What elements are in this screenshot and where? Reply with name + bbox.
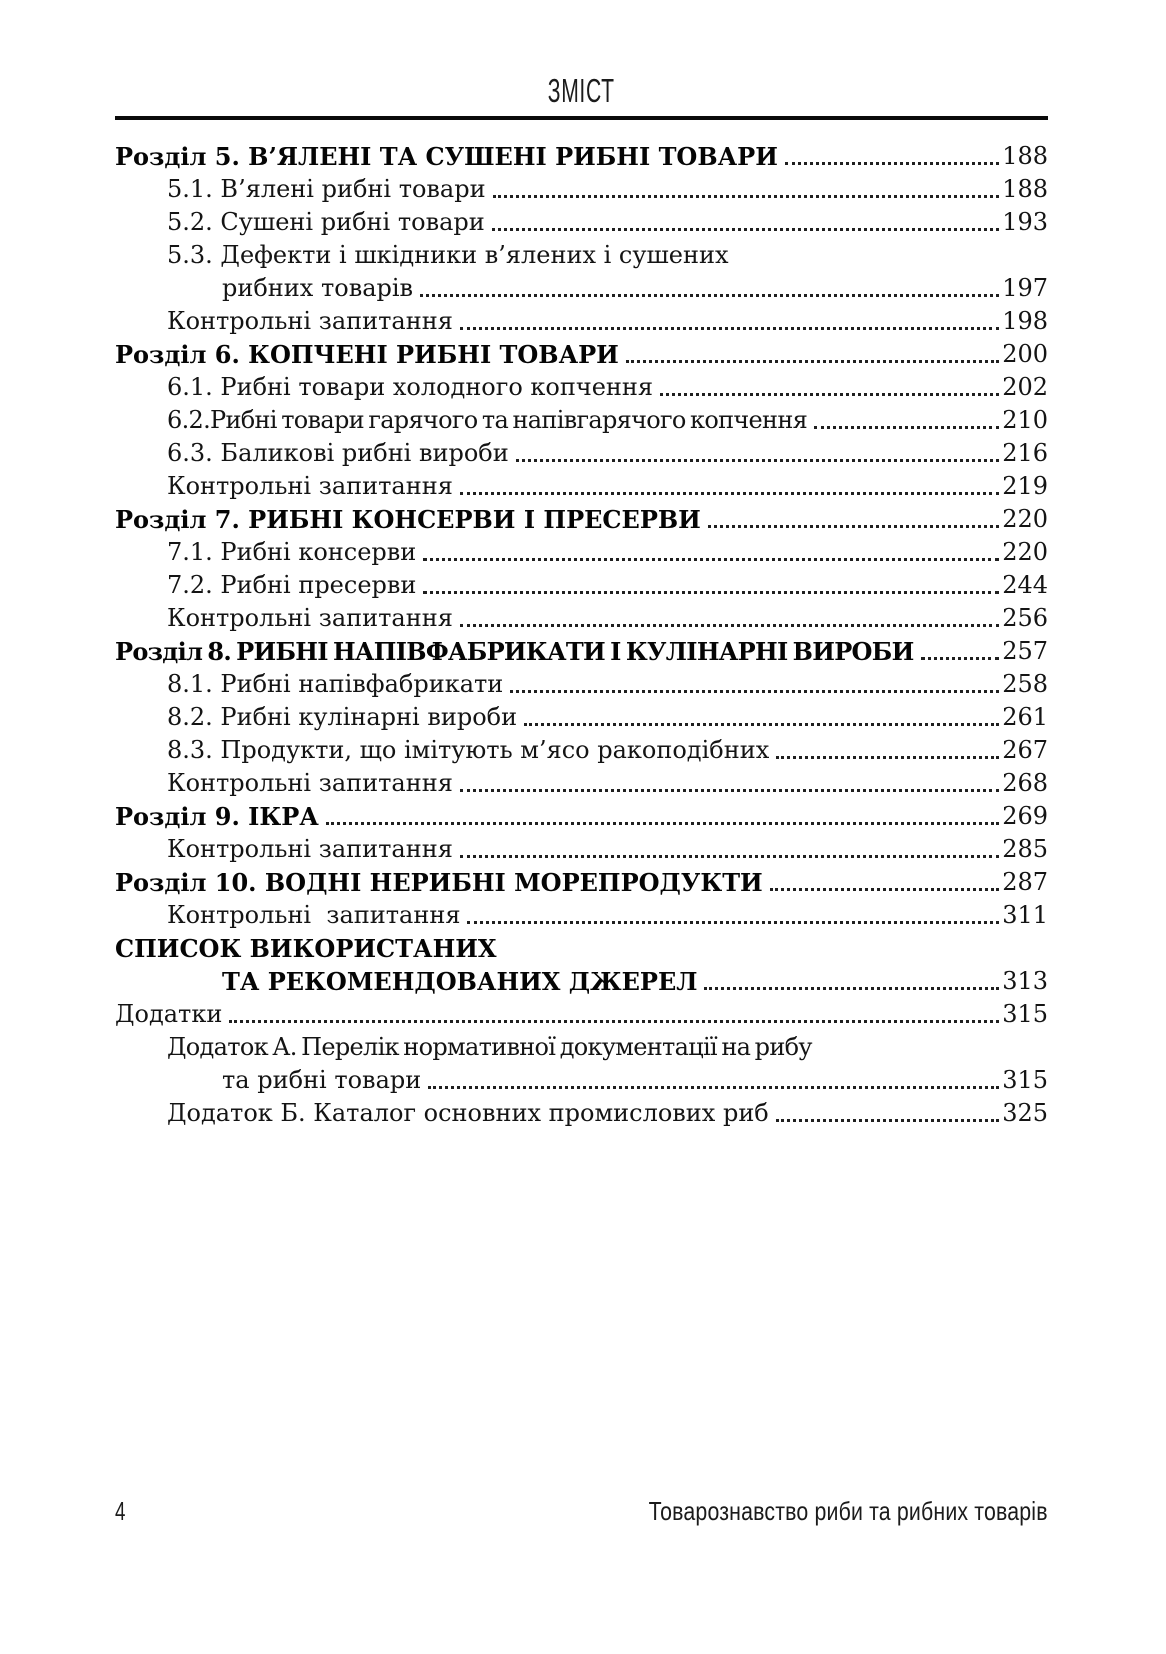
- toc-entry-page: 269: [1002, 802, 1048, 830]
- toc-entry-page: 210: [1002, 406, 1048, 434]
- toc-entry-page: 258: [1002, 670, 1048, 698]
- toc-entry-page: 220: [1002, 538, 1048, 566]
- toc-entry: [115, 338, 1048, 371]
- dot-leader-icon: [492, 228, 999, 231]
- toc-entry: [115, 767, 1048, 800]
- toc-entry: [115, 206, 1048, 239]
- toc-entry-title: 5.2. Сушені рибні товари: [167, 208, 485, 236]
- toc-entry-title: Контрольні запитання: [167, 472, 453, 500]
- page-footer: [115, 1496, 1048, 1527]
- dot-leader-icon: [776, 1119, 999, 1122]
- dot-leader-icon: [428, 1086, 999, 1089]
- dot-leader-icon: [776, 756, 999, 759]
- table-of-contents: [115, 140, 1048, 1130]
- toc-entry-title: Розділ 7. РИБНІ КОНСЕРВИ І ПРЕСЕРВИ: [115, 505, 701, 534]
- toc-entry: [115, 437, 1048, 470]
- toc-entry-page: 313: [1002, 967, 1048, 995]
- toc-entry-page: 267: [1002, 736, 1048, 764]
- toc-entry-title: СПИСОК ВИКОРИСТАНИХ: [115, 934, 497, 963]
- toc-entry-title: 7.1. Рибні консерви: [167, 538, 417, 566]
- toc-entry-title: 8.2. Рибні кулінарні вироби: [167, 703, 518, 731]
- toc-entry: [115, 503, 1048, 536]
- dot-leader-icon: [460, 855, 999, 858]
- toc-entry-page: 198: [1002, 307, 1048, 335]
- dot-leader-icon: [814, 426, 999, 429]
- dot-leader-icon: [516, 459, 999, 462]
- page-header: [115, 72, 1048, 120]
- dot-leader-icon: [460, 492, 999, 495]
- dot-leader-icon: [510, 690, 999, 693]
- dot-leader-icon: [423, 558, 999, 561]
- toc-entry: [115, 800, 1048, 833]
- toc-entry-page: 261: [1002, 703, 1048, 731]
- toc-entry-title: Контрольні запитання: [167, 307, 453, 335]
- dot-leader-icon: [460, 327, 999, 330]
- toc-entry-page: 197: [1002, 274, 1048, 302]
- dot-leader-icon: [326, 822, 999, 825]
- dot-leader-icon: [423, 591, 999, 594]
- toc-entry-title: Контрольні запитання: [167, 769, 453, 797]
- toc-entry-title: 5.1. В’ялені рибні товари: [167, 175, 486, 203]
- toc-entry: [115, 833, 1048, 866]
- toc-entry: [115, 998, 1048, 1031]
- toc-entry-page: 202: [1002, 373, 1048, 401]
- toc-entry-title: Розділ 8. РИБНІ НАПІВФАБРИКАТИ І КУЛІНАРНІ ВИРОБИ: [115, 637, 914, 666]
- toc-entry-title: ТА РЕКОМЕНДОВАНИХ ДЖЕРЕЛ: [222, 967, 698, 996]
- toc-entry-title: Додаток Б. Каталог основних промислових риб: [167, 1099, 769, 1127]
- toc-entry-title: 8.3. Продукти, що імітують м’ясо ракоподібних: [167, 736, 770, 764]
- toc-entry: [115, 239, 1048, 272]
- dot-leader-icon: [660, 393, 999, 396]
- toc-entry-page: 188: [1002, 175, 1048, 203]
- toc-entry-title: рибних товарів: [222, 274, 414, 302]
- dot-leader-icon: [229, 1020, 999, 1023]
- toc-entry-title: 8.1. Рибні напівфабрикати: [167, 670, 504, 698]
- toc-entry-page: 219: [1002, 472, 1048, 500]
- toc-entry: [115, 1064, 1048, 1097]
- toc-entry: [115, 1031, 1048, 1064]
- toc-entry: [115, 1097, 1048, 1130]
- dot-leader-icon: [467, 921, 999, 924]
- dot-leader-icon: [420, 294, 999, 297]
- toc-entry: [115, 569, 1048, 602]
- toc-entry-page: 257: [1002, 637, 1048, 665]
- toc-entry: [115, 536, 1048, 569]
- dot-leader-icon: [493, 195, 1000, 198]
- toc-entry-title: Контрольні запитання: [167, 604, 453, 632]
- footer-page-number: 4: [115, 1496, 126, 1526]
- toc-entry-title: 5.3. Дефекти і шкідники в’ялених і сушених: [167, 241, 729, 269]
- toc-entry: [115, 932, 1048, 965]
- toc-entry-page: 193: [1002, 208, 1048, 236]
- dot-leader-icon: [770, 888, 999, 891]
- toc-entry-page: 268: [1002, 769, 1048, 797]
- toc-entry: [115, 470, 1048, 503]
- toc-entry-page: 244: [1002, 571, 1048, 599]
- toc-entry-title: 6.3. Баликові рибні вироби: [167, 439, 509, 467]
- toc-entry-title: Додаток А. Перелік нормативної документації на рибу: [167, 1033, 812, 1061]
- toc-entry-page: 311: [1002, 901, 1048, 929]
- dot-leader-icon: [921, 657, 1000, 660]
- toc-entry-title: Контрольні запитання: [167, 901, 461, 929]
- toc-entry: [115, 899, 1048, 932]
- toc-entry-title: 6.2.Рибні товари гарячого та напівгарячого копчення: [167, 406, 808, 434]
- footer-book-title: Товарознавство риби та рибних товарів: [648, 1496, 1048, 1526]
- toc-entry: [115, 602, 1048, 635]
- toc-entry-page: 285: [1002, 835, 1048, 863]
- toc-entry-page: 188: [1002, 142, 1048, 170]
- toc-entry-page: 287: [1002, 868, 1048, 896]
- toc-entry: [115, 305, 1048, 338]
- dot-leader-icon: [524, 723, 999, 726]
- toc-entry: [115, 734, 1048, 767]
- toc-entry: [115, 272, 1048, 305]
- toc-entry-page: 315: [1002, 1066, 1048, 1094]
- toc-entry-title: Розділ 10. ВОДНІ НЕРИБНІ МОРЕПРОДУКТИ: [115, 868, 763, 897]
- toc-entry: [115, 371, 1048, 404]
- toc-entry-title: Розділ 9. ІКРА: [115, 802, 319, 831]
- toc-entry-title: 7.2. Рибні пресерви: [167, 571, 417, 599]
- toc-entry-title: Додатки: [115, 1000, 223, 1028]
- dot-leader-icon: [708, 525, 999, 528]
- page-title: ЗМІСТ: [548, 72, 615, 109]
- toc-entry-page: 220: [1002, 505, 1048, 533]
- dot-leader-icon: [785, 162, 999, 165]
- dot-leader-icon: [704, 987, 999, 990]
- toc-entry-page: 200: [1002, 340, 1048, 368]
- toc-entry-page: 325: [1002, 1099, 1048, 1127]
- toc-entry-page: 256: [1002, 604, 1048, 632]
- toc-entry: [115, 404, 1048, 437]
- toc-entry: [115, 173, 1048, 206]
- toc-entry: [115, 866, 1048, 899]
- toc-entry: [115, 965, 1048, 998]
- toc-entry: [115, 140, 1048, 173]
- toc-entry-title: та рибні товари: [222, 1066, 422, 1094]
- toc-entry: [115, 668, 1048, 701]
- toc-entry-page: 216: [1002, 439, 1048, 467]
- toc-entry-page: 315: [1002, 1000, 1048, 1028]
- toc-entry-title: Розділ 5. В’ЯЛЕНІ ТА СУШЕНІ РИБНІ ТОВАРИ: [115, 142, 778, 171]
- toc-entry: [115, 635, 1048, 668]
- toc-entry-title: 6.1. Рибні товари холодного копчення: [167, 373, 654, 401]
- toc-entry-title: Контрольні запитання: [167, 835, 453, 863]
- dot-leader-icon: [460, 624, 999, 627]
- dot-leader-icon: [626, 360, 999, 363]
- toc-entry: [115, 701, 1048, 734]
- toc-entry-title: Розділ 6. КОПЧЕНІ РИБНІ ТОВАРИ: [115, 340, 619, 369]
- dot-leader-icon: [460, 789, 999, 792]
